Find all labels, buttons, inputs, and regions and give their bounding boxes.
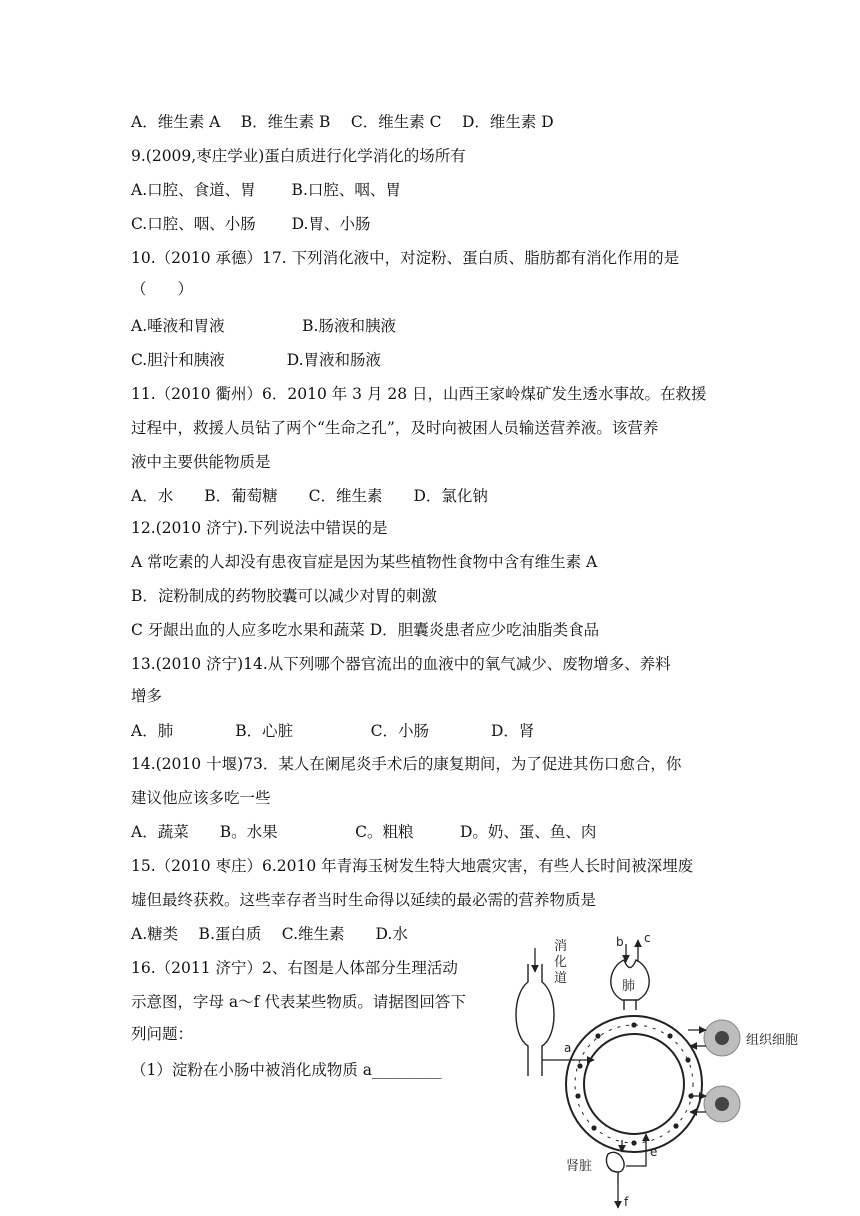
digestive-tract	[516, 964, 554, 1076]
tissue-cells-label: 组织细胞	[746, 1033, 799, 1048]
letter-c: c	[644, 931, 651, 945]
q12-stem: 12.(2010 济宁).下列说法中错误的是	[131, 519, 388, 537]
q15-options: A.糖类 B.蛋白质 C.维生素 D.水	[131, 925, 408, 943]
q12-option-b: B．淀粉制成的药物胶囊可以减少对胃的刺激	[131, 587, 437, 605]
q12-option-a: A 常吃素的人却没有患夜盲症是因为某些植物性食物中含有维生素 A	[131, 553, 598, 571]
kidney-label: 肾脏	[566, 1159, 593, 1174]
q13-stem-1: 13.(2010 济宁)14.从下列哪个器官流出的血液中的氧气减少、废物增多、养料	[131, 655, 671, 673]
q10-stem: 10.（2010 承德）17. 下列消化液中，对淀粉、蛋白质、脂肪都有消化作用的是	[131, 249, 680, 267]
physiology-diagram	[510, 928, 840, 1214]
q11-stem-3: 液中主要供能物质是	[131, 453, 271, 471]
tissue-cell-upper	[704, 1020, 740, 1056]
tissue-cell-lower	[704, 1086, 740, 1122]
q14-stem-2: 建议他应该多吃一些	[131, 789, 271, 807]
q14-stem-1: 14.(2010 十堰)73．某人在阑尾炎手术后的康复期间，为了促进其伤口愈合，你	[131, 755, 682, 773]
q9-options-cd: C.口腔、咽、小肠 D.胃、小肠	[131, 215, 371, 233]
q11-options: A．水 B．葡萄糖 C．维生素 D．氯化钠	[131, 487, 488, 505]
q10-blank: （ ）	[131, 280, 194, 298]
digestive-tract-label-1: 消	[554, 939, 568, 954]
q8-options: A．维生素 A B．维生素 B C．维生素 C D．维生素 D	[131, 113, 554, 131]
q11-stem-1: 11.（2010 衢州）6．2010 年 3 月 28 日，山西王家岭煤矿发生透水事故。在救援	[131, 385, 707, 403]
q9-options-ab: A.口腔、食道、胃 B.口腔、咽、胃	[131, 181, 401, 199]
q10-options-ab: A.唾液和胃液 B.肠液和胰液	[131, 317, 396, 335]
letter-f: f	[624, 1195, 629, 1209]
lung-label: 肺	[622, 979, 636, 994]
q12-option-cd: C 牙龈出血的人应多吃水果和蔬菜 D．胆囊炎患者应少吃油脂类食品	[131, 621, 600, 639]
q16-stem-2: 示意图，字母 a～f 代表某些物质。请据图回答下	[131, 993, 466, 1011]
q16-stem-1: 16.（2011 济宁）2、右图是人体部分生理活动	[131, 959, 458, 977]
q10-options-cd: C.胆汁和胰液 D.胃液和肠液	[131, 351, 382, 369]
digestive-tract-label-3: 道	[554, 971, 568, 986]
q15-stem-2: 墟但最终获救。这些幸存者当时生命得以延续的最必需的营养物质是	[131, 891, 597, 909]
q9-stem: 9.(2009,枣庄学业)蛋白质进行化学消化的场所有	[131, 147, 466, 165]
digestive-tract-label-2: 化	[554, 955, 568, 970]
q13-options: A．肺 B．心脏 C．小肠 D．肾	[131, 722, 535, 740]
circulation-ring	[566, 1016, 702, 1152]
q13-stem-2: 增多	[131, 687, 163, 705]
letter-b: b	[616, 935, 624, 949]
q15-stem-1: 15.（2010 枣庄）6.2010 年青海玉树发生特大地震灾害，有些人长时间被深埋废	[131, 857, 694, 875]
arrow-e	[626, 1134, 646, 1166]
q16-part1: （1）淀粉在小肠中被消化成物质 a_________	[131, 1061, 442, 1079]
letter-a: a	[564, 1041, 572, 1055]
q14-options: A．蔬菜 B。水果 C。粗粮 D。奶、蛋、鱼、肉	[131, 823, 597, 841]
diagram-svg	[510, 928, 840, 1214]
q16-stem-3: 列问题：	[131, 1025, 194, 1043]
kidney	[606, 1152, 624, 1184]
q11-stem-2: 过程中，救援人员钻了两个“生命之孔”，及时向被困人员输送营养液。该营养	[131, 419, 659, 437]
letter-e: e	[650, 1145, 658, 1159]
